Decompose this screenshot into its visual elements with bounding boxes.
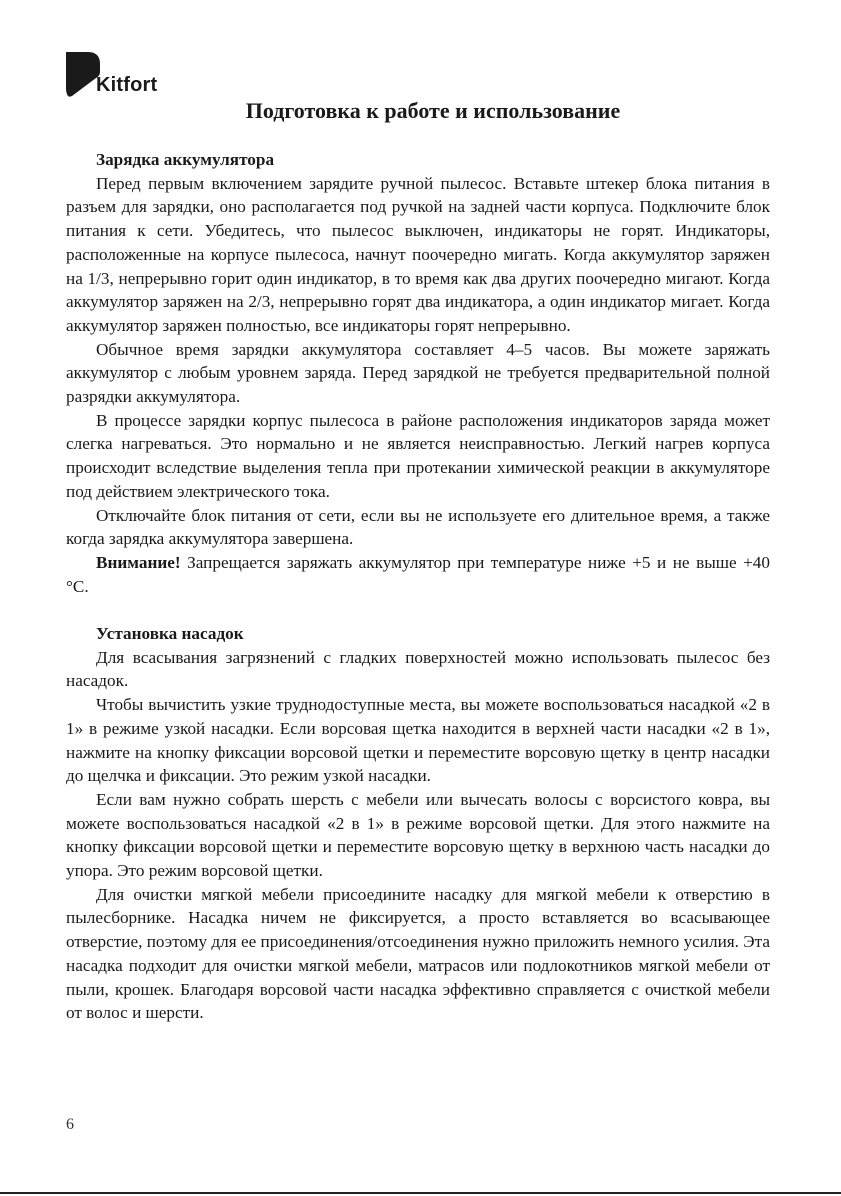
paragraph: Для очистки мягкой мебели присоедините насадку для мягкой мебели к отверстию в пылесборнике. Насадка ничем не фиксируется, а просто вставляется во всасывающее отверстие, поэтому для ее присоединения/отсоединения нужно приложить немного усилия. Эта насадка подходит для очистки мягкой мебели, матрасов или подлокотников мягкой мебели от пыли, крошек. Благодаря ворсовой части насадка эффективно справляется с очисткой мебели от волос и шерсти. <box>66 884 770 1023</box>
warning-text: Запрещается заряжать аккумулятор при температуре ниже +5 и не выше +40 °C. <box>66 552 770 596</box>
bottom-rule <box>0 1192 841 1194</box>
section-heading-attachments: Установка насадок <box>96 624 244 644</box>
warning-label: Внимание! <box>96 552 181 572</box>
section-heading-charging: Зарядка аккумулятора <box>96 150 275 169</box>
paragraph: Обычное время зарядки аккумулятора составляет 4–5 часов. Вы можете заряжать аккумулятор с любым уровнем заряда. Перед зарядкой не требуется предварительной полной разрядки аккумулятора. <box>66 339 770 407</box>
paragraph: Чтобы вычистить узкие труднодоступные места, вы можете воспользоваться насадкой «2 в 1» в режиме узкой насадки. Если ворсовая щетка находится в верхней части насадки «2 в 1», нажмите на кнопку фиксации ворсовой щетки и переместите ворсовую щетку в центр насадки до щелчка и фиксации. Это режим узкой насадки. <box>66 695 770 786</box>
paragraph: Если вам нужно собрать шерсть с мебели или вычесать волосы с ворсистого ковра, вы можете воспользоваться насадкой «2 в 1» в режиме ворсовой щетки. Для этого нажмите на кнопку фиксации ворсовой щетки и переместите ворсовую щетку в верхнюю часть насадки до упора. Это режим ворсовой щетки. <box>66 789 770 881</box>
warning-paragraph <box>66 551 770 598</box>
paragraph: Для всасывания загрязнений с гладких поверхностей можно использовать пылесос без насадок. <box>66 647 770 691</box>
paragraph: Перед первым включением зарядите ручной пылесос. Вставьте штекер блока питания в разъем для зарядки, оно располагается под ручкой на задней части корпуса. Подключите блок питания к сети. Убедитесь, что пылесос выключен, индикаторы не горят. Индикаторы, расположенные на корпусе пылесоса, начнут поочередно мигать. Когда аккумулятор заряжен на 1/3, непрерывно горит один индикатор, в то время как два других поочередно мигают. Когда аккумулятор заряжен на 2/3, непрерывно горят два индикатора, а один индикатор мигает. Когда аккумулятор заряжен полностью, все индикаторы горят непрерывно. <box>66 173 770 335</box>
paragraph: В процессе зарядки корпус пылесоса в районе расположения индикаторов заряда может слегка нагреваться. Это нормально и не является неисправностью. Легкий нагрев корпуса происходит вследствие выделения тепла при протекании химической реакции в аккумуляторе под действием электрического тока. <box>66 410 770 501</box>
content <box>66 148 770 1025</box>
paragraph: Отключайте блок питания от сети, если вы не используете его длительное время, а также когда зарядка аккумулятора завершена. <box>66 505 770 549</box>
page-title: Подготовка к работе и использование <box>245 98 621 123</box>
kitfort-logo <box>66 52 176 102</box>
kitfort-logo-icon <box>66 52 100 98</box>
page-number: 6 <box>66 1116 74 1133</box>
logo-text: Kitfort <box>96 74 158 96</box>
